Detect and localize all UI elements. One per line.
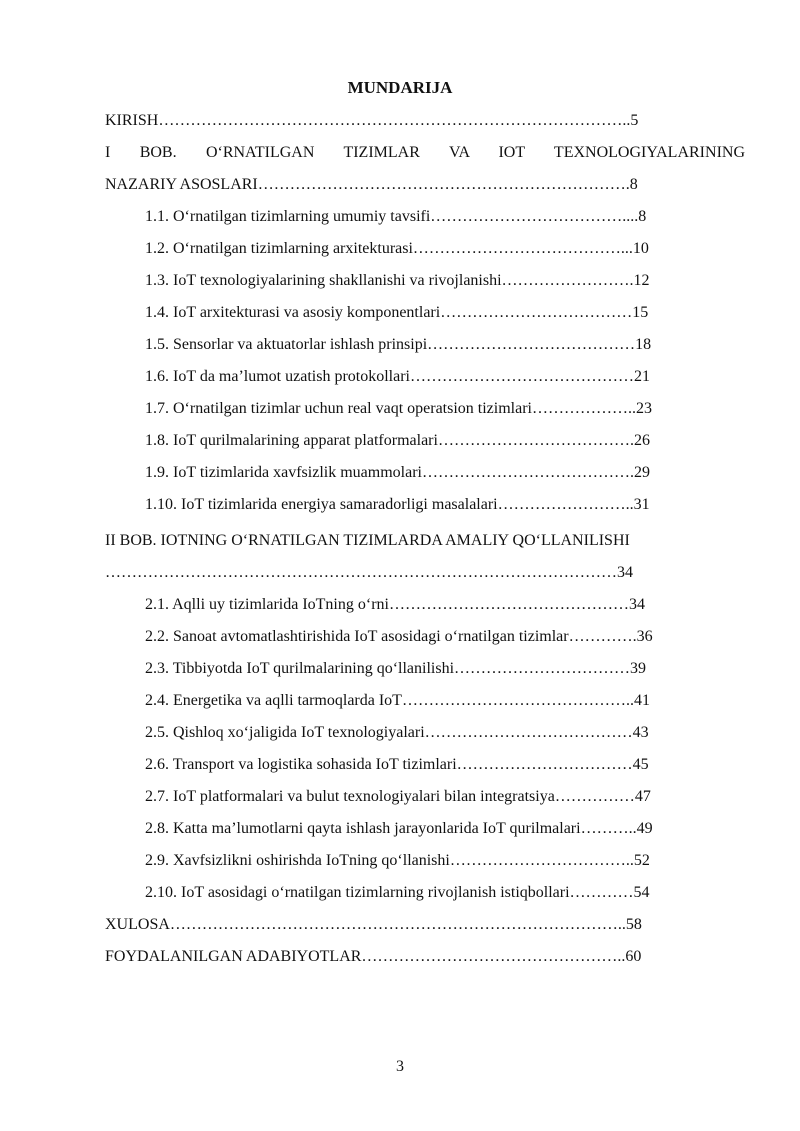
- toc-section-2-5: 2.5. Qishloq xo‘jaligida IoT texnologiyalari…………………………………43: [145, 724, 649, 741]
- toc-chapter-2-heading-cont: ……………………………………………………………………………………34: [105, 564, 633, 581]
- page-title: MUNDARIJA: [347, 78, 453, 97]
- toc-section-2-1: 2.1. Aqlli uy tizimlarida IoTning o‘rni………………………………………34: [145, 596, 645, 613]
- toc-section-1-6: 1.6. IoT da ma’lumot uzatish protokollari……………………………………21: [145, 368, 650, 385]
- toc-chapter-2-heading: II BOB. IOTNING O‘RNATILGAN TIZIMLARDA AMALIY QO‘LLANILISHI: [105, 532, 630, 549]
- toc-chapter-1-heading-cont: NAZARIY ASOSLARI…………………………………………………………….8: [105, 176, 638, 193]
- toc-section-1-10: 1.10. IoT tizimlarida energiya samaradorligi masalalari……………………..31: [145, 496, 650, 513]
- toc-intro: KIRISH……………………………………………………………………………..5: [105, 112, 639, 129]
- toc-section-1-2: 1.2. O‘rnatilgan tizimlarning arxitekturasi…………………………………...10: [145, 240, 649, 257]
- toc-section-1-5: 1.5. Sensorlar va aktuatorlar ishlash prinsipi…………………………………18: [145, 336, 652, 353]
- toc-chapter-1-heading: I BOB. O‘RNATILGAN TIZIMLAR VA IOT TEXNOLOGIYALARINING: [105, 144, 745, 161]
- toc-section-1-3: 1.3. IoT texnologiyalarining shakllanishi va rivojlanishi…………………….12: [145, 272, 650, 289]
- toc-section-1-4: 1.4. IoT arxitekturasi va asosiy komponentlari………………………………15: [145, 304, 649, 321]
- toc-section-2-7: 2.7. IoT platformalari va bulut texnologiyalari bilan integratsiya……………47: [145, 788, 651, 805]
- toc-references: FOYDALANILGAN ADABIYOTLAR…………………………………………..60: [105, 948, 642, 965]
- toc-section-1-7: 1.7. O‘rnatilgan tizimlar uchun real vaqt operatsion tizimlari………………..23: [145, 400, 652, 417]
- toc-section-2-4: 2.4. Energetika va aqlli tarmoqlarda IoT……………………………………..41: [145, 692, 650, 709]
- toc-section-2-10: 2.10. IoT asosidagi o‘rnatilgan tizimlarning rivojlanish istiqbollari…………54: [145, 884, 650, 901]
- toc-section-1-1: 1.1. O‘rnatilgan tizimlarning umumiy tavsifi………………………………....8: [145, 208, 647, 225]
- toc-section-2-3: 2.3. Tibbiyotda IoT qurilmalarining qo‘llanilishi……………………………39: [145, 660, 647, 677]
- page-number: 3: [396, 1058, 404, 1075]
- toc-section-1-9: 1.9. IoT tizimlarida xavfsizlik muammolari………………………………….29: [145, 464, 650, 481]
- toc-section-1-8: 1.8. IoT qurilmalarining apparat platformalari……………………………….26: [145, 432, 650, 449]
- toc-conclusion: XULOSA…………………………………………………………………………..58: [105, 916, 642, 933]
- toc-section-2-8: 2.8. Katta ma’lumotlarni qayta ishlash jarayonlarida IoT qurilmalari………..49: [145, 820, 653, 837]
- toc-section-2-2: 2.2. Sanoat avtomatlashtirishida IoT asosidagi o‘rnatilgan tizimlar………….36: [145, 628, 653, 645]
- toc-section-2-9: 2.9. Xavfsizlikni oshirishda IoTning qo‘llanishi……………………………..52: [145, 852, 650, 869]
- toc-section-2-6: 2.6. Transport va logistika sohasida IoT tizimlari……………………………45: [145, 756, 649, 773]
